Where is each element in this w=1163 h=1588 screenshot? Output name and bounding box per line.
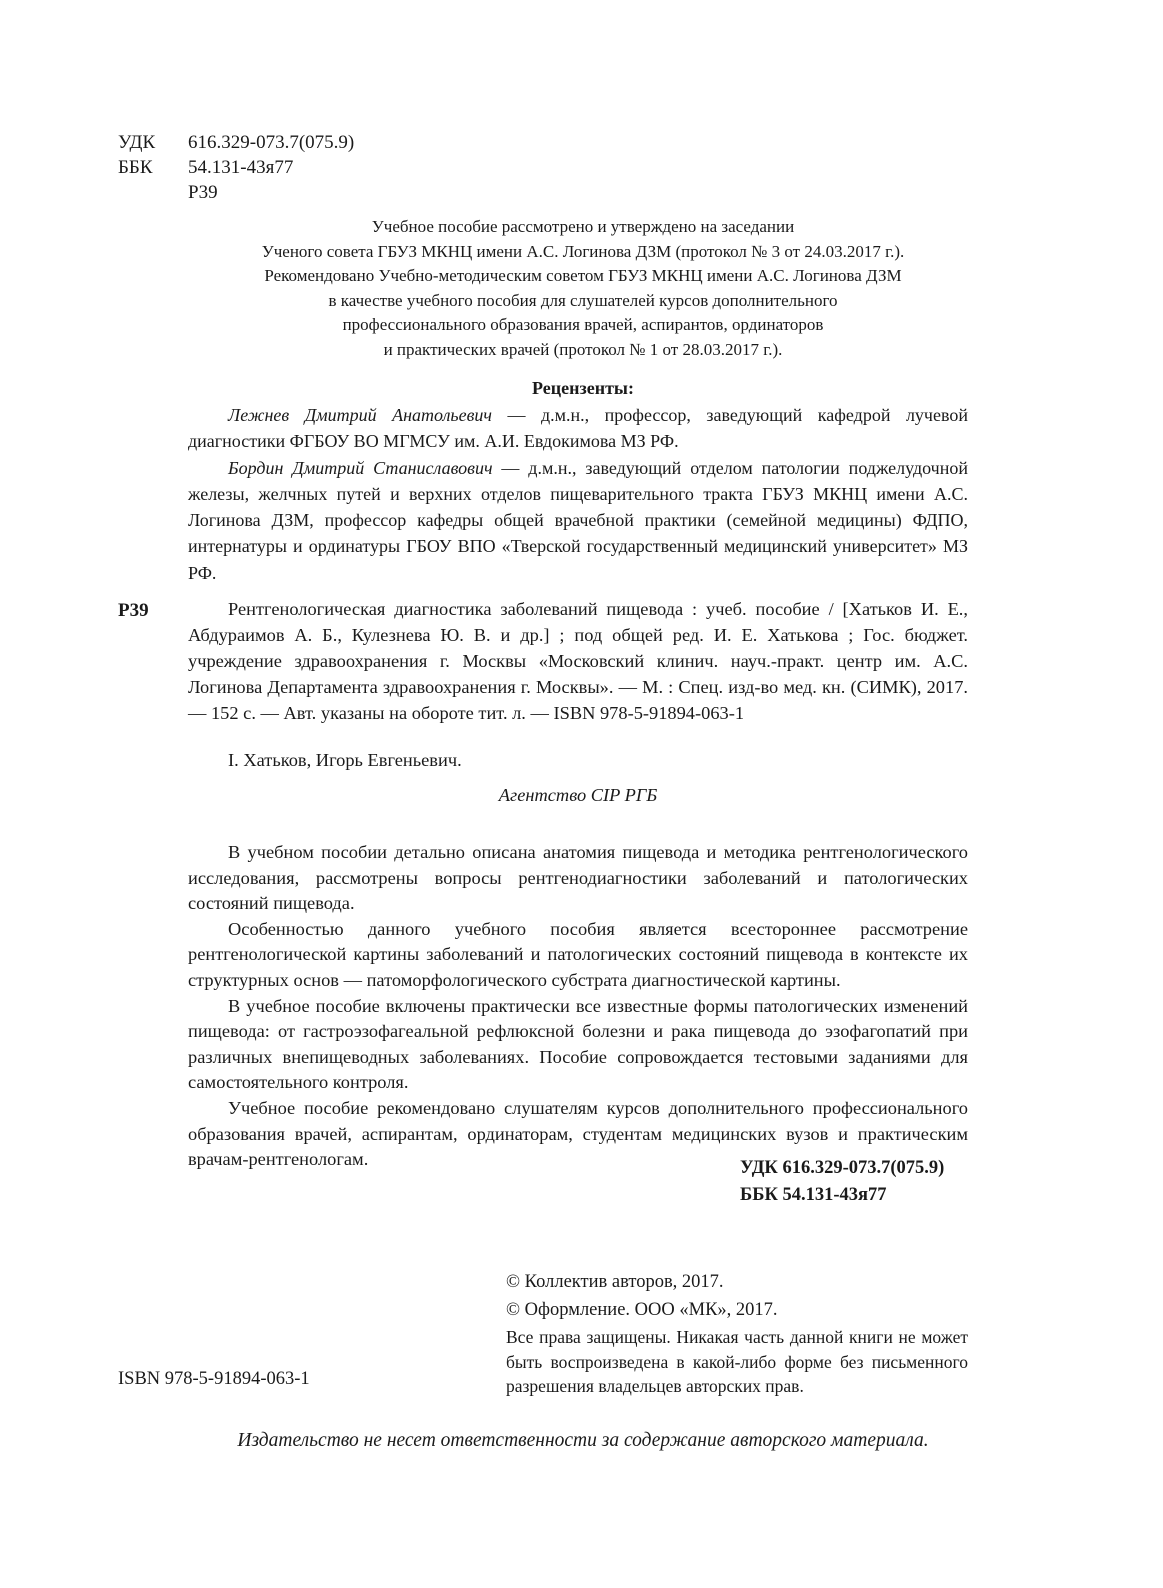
bibliographic-record xyxy=(188,596,968,726)
reviewer-details: — д.м.н., заведующий отделом патологии поджелудочной железы, желчных путей и верхних отделов пищеварительного тракта ГБУЗ МКНЦ имени А.С. Логинова ДЗМ, профессор кафедры общей врачебной практики (семейной медицины) ФДПО, интернатуры и ординатуры ГБОУ ВПО «Тверской государственный медицинский университет» МЗ РФ. xyxy=(188,457,968,583)
annotation-paragraph: Особенностью данного учебного пособия является всестороннее рассмотрение рентгенологической картины заболеваний и патологических состояний пищевода в контексте их структурных основ — патоморфологического субстрата диагностической картины. xyxy=(188,918,968,990)
udk-value: 616.329-073.7(075.9) xyxy=(188,132,355,153)
bbk-code-bottom: ББК 54.131-43я77 xyxy=(740,1185,887,1205)
approval-line: профессионального образования врачей, аспирантов, ординаторов xyxy=(342,315,824,334)
publisher-disclaimer: Издательство не несет ответственности за содержание авторского материала. xyxy=(237,1430,929,1451)
bbk-code xyxy=(118,155,354,180)
author-mark-value: Р39 xyxy=(188,182,218,203)
author-mark xyxy=(118,180,354,205)
reviewer-name: Бордин Дмитрий Станиславович xyxy=(228,457,493,478)
annotation-paragraph: В учебное пособие включены практически все известные формы патологических изменений пищевода: от гастроэзофагеальной рефлюксной болезни и рака пищевода до эзофагопатий при различных внепищеводных заболеваниях. Пособие сопровождается тестовыми заданиями для самостоятельного контроля. xyxy=(188,995,968,1093)
classification-codes-bottom xyxy=(740,1155,944,1209)
reviewers-title: Рецензенты: xyxy=(532,378,634,398)
index-entry: I. Хатьков, Игорь Евгеньевич. xyxy=(228,750,462,770)
reviewer-entry xyxy=(188,455,968,586)
udk-code xyxy=(118,130,354,155)
reviewer-entry xyxy=(188,402,968,455)
approval-line: Рекомендовано Учебно-методическим советом ГБУЗ МКНЦ имени А.С. Логинова ДЗМ xyxy=(264,266,902,285)
bbk-label: ББК xyxy=(118,157,153,178)
approval-line: Учебное пособие рассмотрено и утверждено на заседании xyxy=(371,217,795,236)
isbn: ISBN 978-5-91894-063-1 xyxy=(118,1369,310,1389)
copyright-line: © Оформление. ООО «МК», 2017. xyxy=(506,1300,778,1320)
approval-line: и практических врачей (протокол № 1 от 28.03.2017 г.). xyxy=(383,339,783,359)
copyright-line: © Коллектив авторов, 2017. xyxy=(506,1272,724,1292)
approval-line: Ученого совета ГБУЗ МКНЦ имени А.С. Логинова ДЗМ (протокол № 3 от 24.03.2017 г.). xyxy=(261,241,905,261)
reviewers-list xyxy=(188,402,968,586)
classification-codes xyxy=(118,130,354,205)
cip-agency: Агентство CIP РГБ xyxy=(498,785,658,805)
author-mark-label xyxy=(118,180,188,205)
bibliography-code: Р39 xyxy=(118,600,149,621)
annotation xyxy=(188,840,968,1173)
copyright-notice xyxy=(506,1268,778,1324)
udk-label: УДК xyxy=(118,132,156,153)
approval-statement xyxy=(118,215,1048,362)
bbk-value: 54.131-43я77 xyxy=(188,157,294,178)
udk-code-bottom: УДК 616.329-073.7(075.9) xyxy=(740,1158,945,1178)
reviewer-name: Лежнев Дмитрий Анатольевич xyxy=(228,405,493,425)
reviewer-details: — д.м.н., профессор, заведующий кафедрой лучевой диагностики ФГБОУ ВО МГМСУ им. А.И. Евдокимова МЗ РФ. xyxy=(188,405,968,452)
bibliographic-description: Рентгенологическая диагностика заболеваний пищевода : учеб. пособие / [Хатьков И. Е., Абдураимов А. Б., Кулезнева Ю. В. и др.] ; под общей ред. И. Е. Хатькова ; Гос. бюджет. учреждение здравоохранения г. Москвы «Московский клинич. науч.-практ. центр им. А.С. Логинова Департамента здравоохранения г. Москвы». — М. : Спец. изд-во мед. кн. (СИМК), 2017. — 152 с. — Авт. указаны на обороте тит. л. — ISBN 978-5-91894-063-1 xyxy=(188,599,968,723)
annotation-paragraph: В учебном пособии детально описана анатомия пищевода и методика рентгенологического исследования, рассмотрены вопросы рентгенодиагностики заболеваний и патологических состояний пищевода. xyxy=(188,842,968,914)
rights-reserved: Все права защищены. Никакая часть данной книги не может быть воспроизведена в какой-либо форме без письменного разрешения владельцев авторских прав. xyxy=(506,1327,968,1396)
annotation-paragraph: Учебное пособие рекомендовано слушателям курсов дополнительного профессионального образования врачей, аспирантам, ординаторам, студентам медицинских вузов и практическим врачам-рентгенологам. xyxy=(188,1097,968,1170)
approval-line: в качестве учебного пособия для слушателей курсов дополнительного xyxy=(328,290,838,310)
